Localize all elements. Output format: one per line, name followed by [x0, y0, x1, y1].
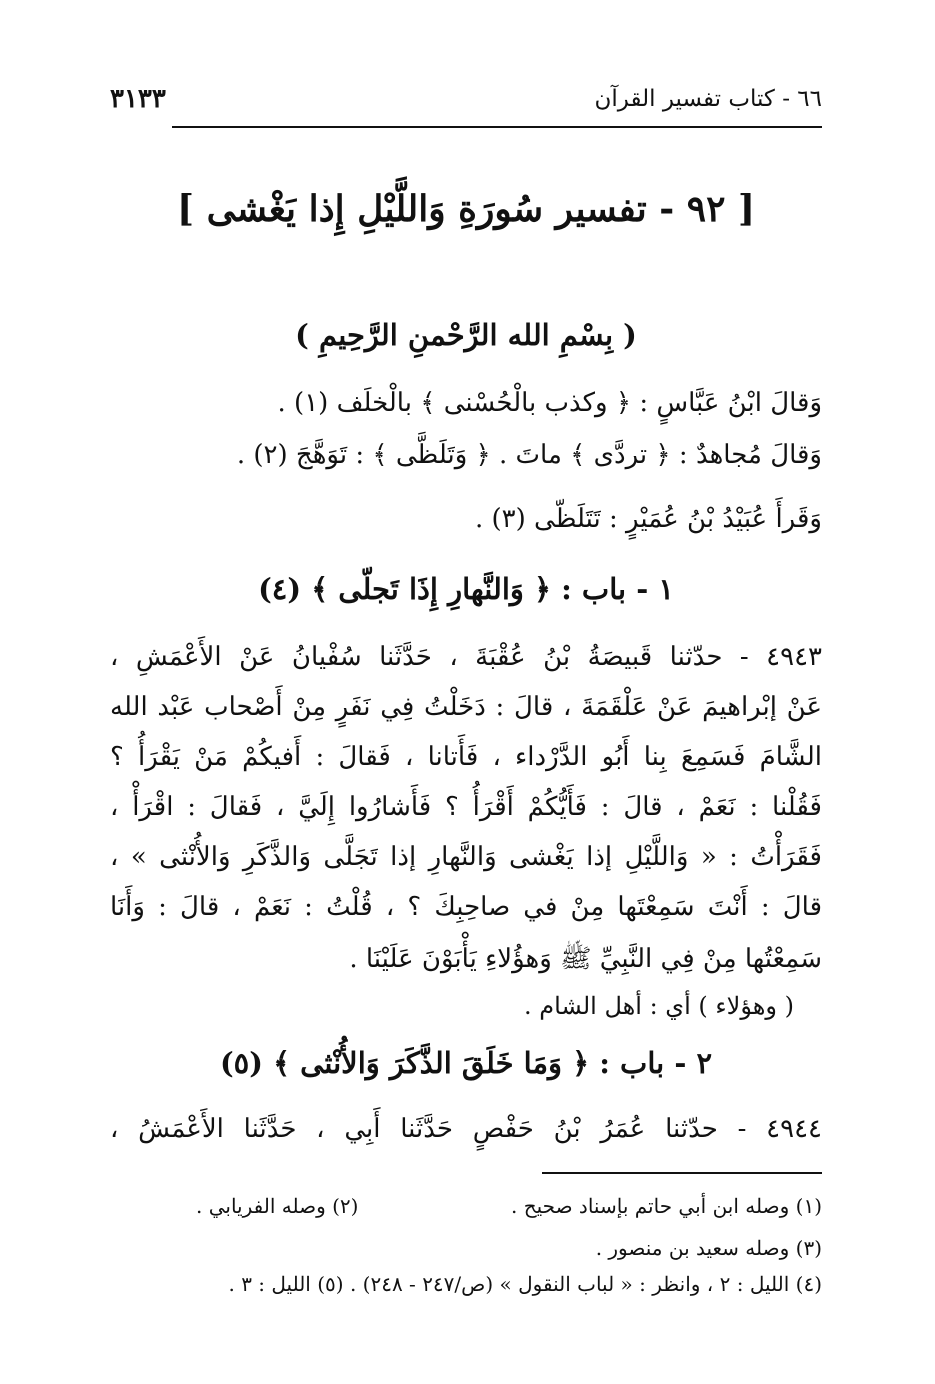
header-rule [172, 126, 822, 128]
intro-line: وَقالَ مُجاهدٌ : ﴿ تردَّى ﴾ ماتَ . ﴿ وَتَلَظَّى ﴾ : تَوَهَّجَ (٢) . [236, 440, 822, 470]
gloss-line: ( وهؤلاء ) أي : أهل الشام . [524, 992, 794, 1020]
running-title: ٦٦ - كتاب تفسير القرآن [594, 86, 822, 112]
page-number: ٣١٣٣ [110, 84, 166, 114]
hadith-line: ٤٩٤٤ - حدّثنا عُمَرُ بْنُ حَفْصٍ حَدَّثَنا أَبِي ، حَدَّثَنا الأَعْمَشُ ، [110, 1114, 822, 1144]
footnote-rule [542, 1172, 822, 1174]
hadith-line: قالَ : أَنْتَ سَمِعْتَها مِنْ في صاحِبِكَ ؟ ، قُلْتُ : نَعَمْ ، قالَ : وَأَنَا [110, 892, 822, 922]
footnote-3: (٣) وصله سعيد بن منصور . [595, 1236, 822, 1260]
hadith-line: فَقَرَأْتُ : « وَاللَّيْلِ إذا يَغْشى وَالنَّهارِ إذا تَجَلَّى وَالذَّكَرِ وَالأُنْثى » ، [110, 842, 822, 872]
hadith-line: الشَّامَ فَسَمِعَ بِنا أَبُو الدَّرْداء ، فَأَتانا ، فَقالَ : أَفيكُمْ مَنْ يَقْرَأُ ؟ [110, 742, 822, 772]
footnote-1: (١) وصله ابن أبي حاتم بإسناد صحيح . [511, 1194, 822, 1218]
chapter-heading-1: ١ - باب : ﴿ وَالنَّهارِ إِذَا تَجلّى ﴾ (٤) [258, 572, 674, 606]
intro-line: وَقالَ ابْنُ عَبَّاسٍ : ﴿ وكذب بالْحُسْنى ﴾ بالْخلَف (١) . [277, 388, 822, 418]
hadith-line: عَنْ إبْراهيمَ عَنْ عَلْقَمَةَ ، قالَ : دَخَلْتُ فِي نَفَرٍ مِنْ أَصْحاب عَبْد الله [110, 692, 822, 722]
hadith-line: ٤٩٤٣ - حدّثنا قَبيصَةُ بْنُ عُقْبَةَ ، حَدَّثَنا سُفْيانُ عَنْ الأَعْمَشِ ، [110, 642, 822, 672]
hadith-line: سَمِعْتُها مِنْ فِي النَّبِيِّ ﷺ وَهؤُلاءِ يَأْبَوْنَ عَلَيْنَا . [349, 944, 822, 974]
hadith-line: فَقُلْنا : نَعَمْ ، قالَ : فَأَيُّكُمْ أَقْرَأُ ؟ فَأَشارُوا إِلَيَّ ، فَقالَ : اقْرَأْ ، [110, 792, 822, 822]
basmala: ( بِسْمِ الله الرَّحْمنِ الرَّحِيمِ ) [295, 318, 637, 352]
intro-line: وَقَرأَ عُبَيْدُ بْنُ عُمَيْرٍ : تَتَلَظّى (٣) . [474, 504, 822, 534]
surah-title: [ ٩٢ - تفسير سُورَةِ وَاللَّيْلِ إِذا يَغْشى ] [177, 188, 755, 230]
running-header [110, 86, 822, 120]
chapter-heading-2: ٢ - باب : ﴿ وَمَا خَلَقَ الذَّكَرَ وَالأُنْثى ﴾ (٥) [219, 1046, 713, 1080]
footnote-4: (٤) الليل : ٢ ، وانظر : « لباب النقول » (ص/٢٤٧ - ٢٤٨) . (٥) الليل : ٣ . [228, 1272, 822, 1296]
footnote-2: (٢) وصله الفريابي . [196, 1194, 359, 1218]
